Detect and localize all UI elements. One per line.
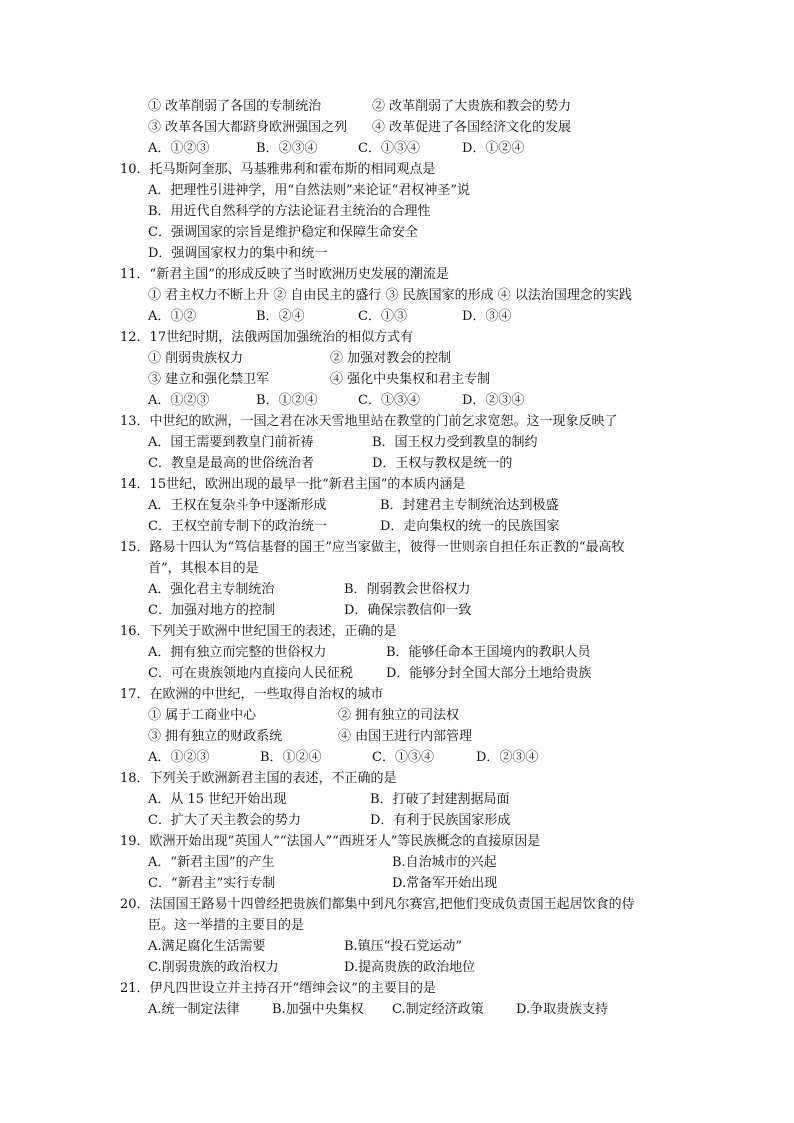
q12-item-1: ① 削弱贵族权力 [148,351,244,366]
q18-option-a: A．从 15 世纪开始出现 [148,792,287,807]
q12-stem: 12．17世纪时期，法俄两国加强统治的相似方式有 [120,330,414,345]
q15-option-a: A．强化君主专制统治 [148,582,275,597]
q9-option-b: B．②③④ [256,141,318,156]
q21-option-a: A.统一制定法律 [148,1002,240,1017]
q20-option-c: C.削弱贵族的政治权力 [148,960,279,975]
q18-option-d: D．有利于民族国家形成 [370,813,511,828]
q17-item-2: ② 拥有独立的司法权 [338,708,460,723]
q19-stem: 19．欧洲开始出现“英国人”“法国人”“西班牙人”等民族概念的直接原因是 [120,834,541,849]
q9-item-3: ③ 改革各国大都跻身欧洲强国之列 [148,120,348,135]
q17-item-4: ④ 由国王进行内部管理 [338,729,473,744]
q15-option-c: C．加强对地方的控制 [148,603,275,618]
q13-option-a: A．国王需要到教皇门前祈祷 [148,435,314,450]
q13-option-c: C．教皇是最高的世俗统治者 [148,456,314,471]
q9-item-4: ④ 改革促进了各国经济文化的发展 [372,120,572,135]
q20-stem-line-1: 20．法国国王路易十四曾经把贵族们都集中到凡尔赛宫,把他们变成负责国王起居饮食的侍 [120,897,635,912]
q20-option-a: A.满足腐化生活需要 [148,939,266,954]
q18-stem: 18．下列关于欧洲新君主国的表述，不正确的是 [120,771,397,786]
q19-option-a: A．“新君主国”的产生 [148,855,275,870]
q11-option-b: B．②④ [256,309,305,324]
q21-stem: 21．伊凡四世设立并主持召开“缙绅会议”的主要目的是 [120,981,436,996]
q9-item-2: ② 改革削弱了大贵族和教会的势力 [372,99,572,114]
q13-option-d: D．王权与教权是统一的 [372,456,513,471]
q11-stem: 11．“新君主国”的形成反映了当时欧洲历史发展的潮流是 [120,267,449,282]
q9-option-c: C．①③④ [358,141,420,156]
q19-option-b: B.自治城市的兴起 [392,855,497,870]
q20-option-b: B.镇压“投石党运动” [344,939,462,954]
q16-stem: 16．下列关于欧洲中世纪国王的表述，正确的是 [120,624,397,639]
q15-stem-line-2: 首”，其根本目的是 [148,561,259,576]
q16-option-d: D．能够分封全国大部分土地给贵族 [386,666,592,681]
q11-option-d: D．③④ [462,309,512,324]
q12-option-a: A．①②③ [148,393,210,408]
q16-option-a: A．拥有独立而完整的世俗权力 [148,645,327,660]
q11-option-c: C．①③ [358,309,407,324]
q19-option-d: D.常备军开始出现 [392,876,498,891]
q17-option-c: C．①③④ [372,750,434,765]
q15-option-d: D．确保宗教信仰一致 [344,603,472,618]
q21-option-b: B.加强中央集权 [272,1002,364,1017]
q18-option-b: B．打破了封建割据局面 [370,792,510,807]
q9-item-1: ① 改革削弱了各国的专制统治 [148,99,322,114]
q10-option-d: D．强调国家权力的集中和统一 [148,246,328,261]
q17-option-a: A．①②③ [148,750,210,765]
q10-option-b: B．用近代自然科学的方法论证君主统治的合理性 [148,204,431,219]
q14-option-c: C．王权空前专制下的政治统一 [148,519,327,534]
q12-item-2: ② 加强对教会的控制 [330,351,452,366]
q17-option-d: D．②③④ [476,750,539,765]
q19-option-c: C．“新君主”实行专制 [148,876,276,891]
q17-item-3: ③ 拥有独立的财政系统 [148,729,283,744]
q16-option-b: B．能够任命本王国境内的教职人员 [386,645,591,660]
q21-option-c: C.制定经济政策 [392,1002,484,1017]
q10-option-a: A．把理性引进神学，用“自然法则”来论证“君权神圣”说 [148,183,470,198]
q14-option-b: B．封建君主专制统治达到极盛 [380,498,559,513]
q11-items: ① 君主权力不断上升 ② 自由民主的盛行 ③ 民族国家的形成 ④ 以法治国理念的实践 [148,288,632,303]
q12-option-d: D．②③④ [462,393,525,408]
q17-option-b: B．①②④ [260,750,322,765]
q17-stem: 17．在欧洲的中世纪，一些取得自治权的城市 [120,687,384,702]
q17-item-1: ① 属于工商业中心 [148,708,257,723]
q20-option-d: D.提高贵族的政治地位 [344,960,476,975]
q20-stem-line-2: 臣。这一举措的主要目的是 [148,918,305,933]
q9-option-a: A．①②③ [148,141,210,156]
q12-option-b: B．①②④ [256,393,318,408]
q15-option-b: B．削弱教会世俗权力 [344,582,471,597]
q11-option-a: A．①② [148,309,197,324]
q13-option-b: B．国王权力受到教皇的制约 [372,435,538,450]
q13-stem: 13．中世纪的欧洲，一国之君在冰天雪地里站在教堂的门前乞求宽恕。这一现象反映了 [120,414,618,429]
q18-option-c: C．扩大了天主教会的势力 [148,813,301,828]
q12-option-c: C．①③④ [358,393,420,408]
q14-option-a: A．王权在复杂斗争中逐渐形成 [148,498,327,513]
q16-option-c: C．可在贵族领地内直接向人民征税 [148,666,353,681]
q14-option-d: D．走向集权的统一的民族国家 [380,519,560,534]
q15-stem-line-1: 15．路易十四认为“笃信基督的国王”应当家做主，彼得一世则亲自担任东正教的“最高牧 [120,540,625,555]
q21-option-d: D.争取贵族支持 [516,1002,609,1017]
q12-item-4: ④ 强化中央集权和君主专制 [330,372,491,387]
q9-option-d: D．①②④ [462,141,525,156]
q10-stem: 10．托马斯阿奎那、马基雅弗利和霍布斯的相同观点是 [120,162,436,177]
q10-option-c: C．强调国家的宗旨是维护稳定和保障生命安全 [148,225,418,240]
q14-stem: 14．15世纪，欧洲出现的最早一批“新君主国”的本质内涵是 [120,477,466,492]
q12-item-3: ③ 建立和强化禁卫军 [148,372,270,387]
